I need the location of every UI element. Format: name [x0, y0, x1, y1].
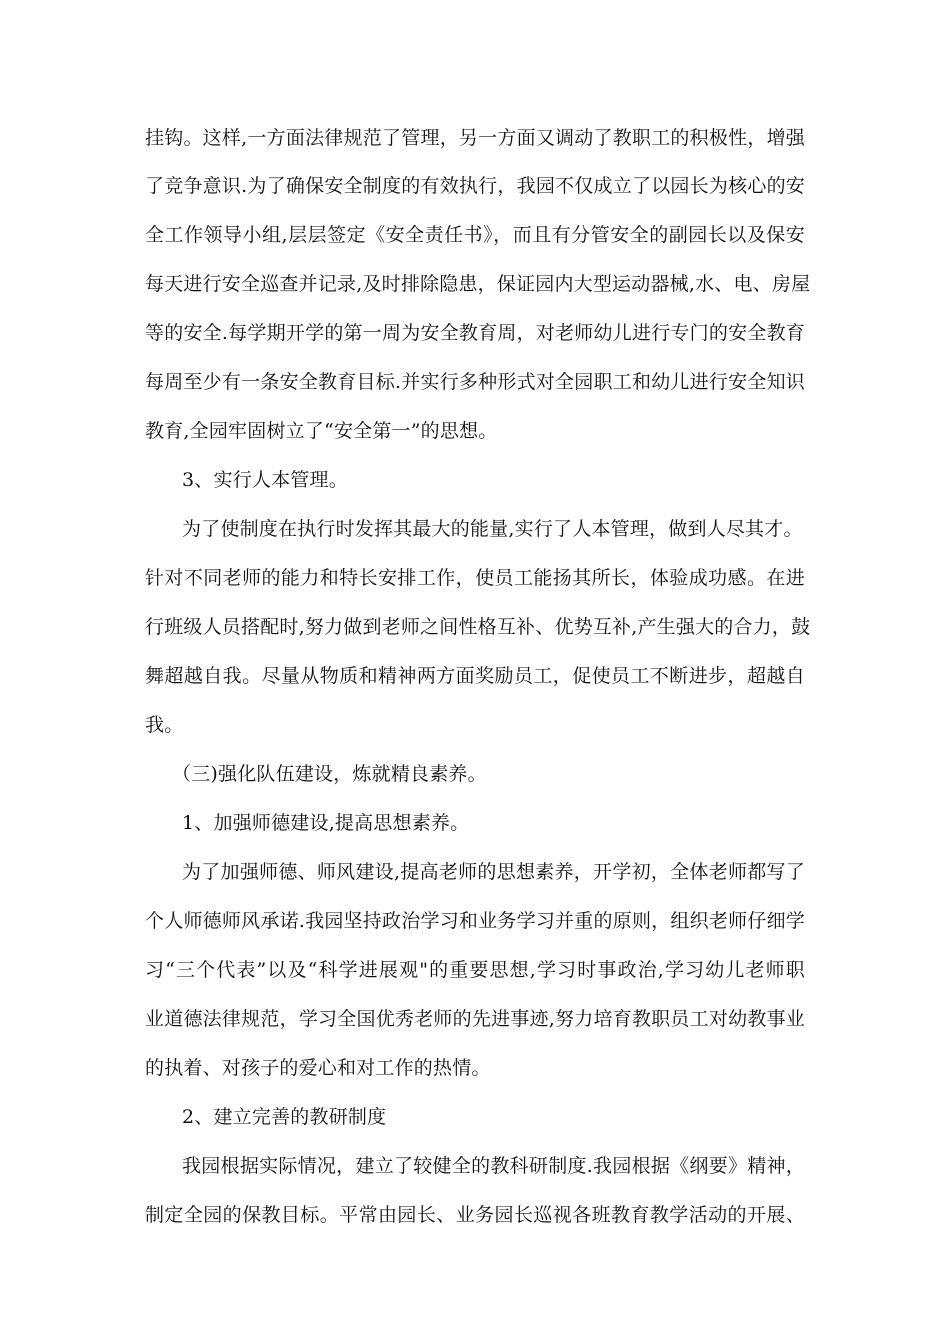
body-text-line: 挂钩。这样,一方面法律规范了管理，另一方面又调动了教职工的积极性，增强: [145, 127, 805, 149]
body-text-line: 个人师德师风承诺.我园坚持政治学习和业务学习并重的原则，组织老师仔细学: [145, 910, 805, 932]
body-text-line: 的执着、对孩子的爱心和对工作的热情。: [145, 1057, 491, 1079]
paragraph-first-line: 我园根据实际情况，建立了较健全的教科研制度.我园根据《纲要》精神，: [182, 1155, 805, 1177]
body-text-line: 等的安全.每学期开学的第一周为安全教育周，对老师幼儿进行专门的安全教育: [145, 322, 805, 344]
body-text-line: 针对不同老师的能力和特长安排工作，使员工能扬其所长，体验成功感。在进: [145, 567, 805, 589]
section-heading: （三)强化队伍建设，炼就精良素养。: [172, 763, 487, 785]
subsection-heading: 1、加强师德建设,提高思想素养。: [182, 812, 470, 834]
section-heading: 3、实行人本管理。: [182, 469, 348, 491]
subsection-heading: 2、建立完善的教研制度: [182, 1106, 387, 1128]
body-text-line: 行班级人员搭配时,努力做到老师之间性格互补、优势互补,产生强大的合力，鼓: [145, 616, 811, 638]
body-text-line: 制定全园的保教目标。平常由园长、业务园长巡视各班教育教学活动的开展、: [145, 1204, 805, 1226]
body-text-line: 我。: [145, 714, 184, 736]
body-text-line: 全工作领导小组,层层签定《安全责任书》，而且有分管安全的副园长以及保安: [145, 224, 805, 246]
body-text-line: 每周至少有一条安全教育目标.并实行多种形式对全园职工和幼儿进行安全知识: [145, 371, 805, 393]
body-text-line: 习“三个代表”以及“科学进展观"的重要思想,学习时事政治,学习幼儿老师职: [145, 959, 805, 981]
paragraph-first-line: 为了加强师德、师风建设,提高老师的思想素养，开学初，全体老师都写了: [182, 861, 805, 883]
body-text-line: 了竞争意识.为了确保安全制度的有效执行，我园不仅成立了以园长为核心的安: [145, 175, 805, 197]
paragraph-first-line: 为了使制度在执行时发挥其最大的能量,实行了人本管理，做到人尽其才。: [182, 518, 803, 540]
body-text-line: 舞超越自我。尽量从物质和精神两方面奖励员工，促使员工不断进步，超越自: [145, 665, 805, 687]
body-text-line: 每天进行安全巡查并记录,及时排除隐患，保证园内大型运动器械,水、电、房屋: [145, 273, 811, 295]
body-text-line: 业道德法律规范，学习全国优秀老师的先进事迹,努力培育教职员工对幼教事业: [145, 1008, 805, 1030]
body-text-line: 教育,全园牢固树立了“安全第一”的思想。: [145, 420, 498, 442]
